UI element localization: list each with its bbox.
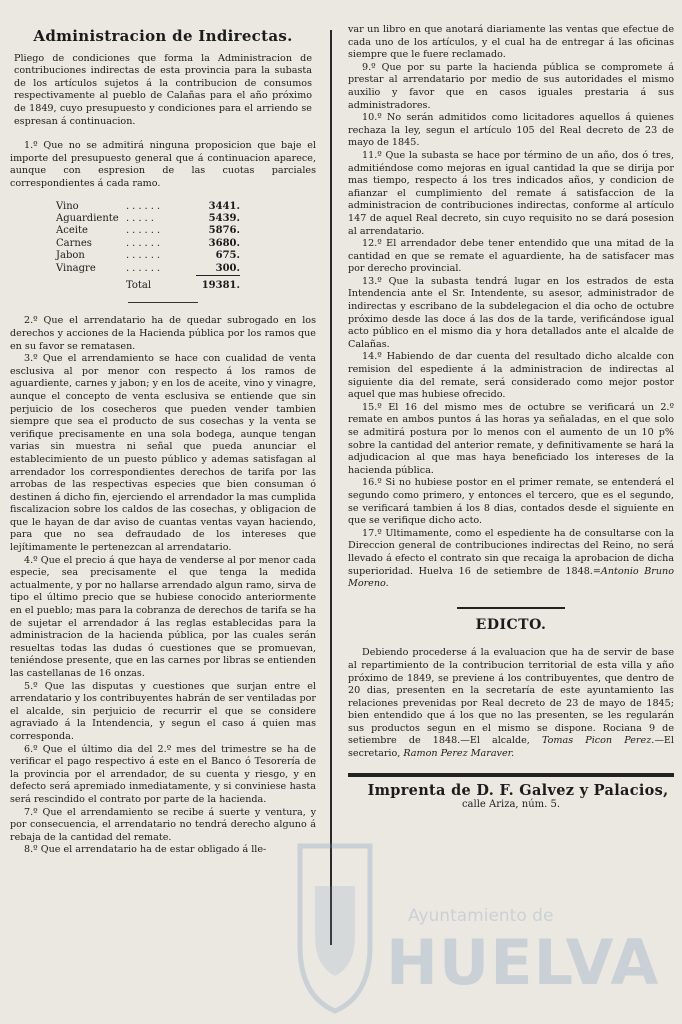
clause-8: 8.º Que el arrendatario ha de estar obligado á lle- xyxy=(24,844,267,856)
clause-13: 13.º Que la subasta tendrá lugar en los estrados de esta Intendencia ante el Sr. Intendente, su asesor, administrador de indirectas y escribano de la subdelegacion el dia ocho de octubre próximo desde las doce á las dos de la tarde, verificándose igual acto público en el mismo dia y hora detallados ante el alcalde de Calañas. xyxy=(348,275,674,350)
budget-row: Jabon ...... 675. xyxy=(56,250,240,262)
budget-total-row xyxy=(56,275,240,292)
signature-secretario: Ramon Perez Maraver. xyxy=(403,748,515,760)
total-label: Total xyxy=(126,279,152,291)
clause-9: 9.º Que por su parte la hacienda pública se compromete á prestar al arrendatario por medio de sus autoridades el mismo auxilio y favor que en casos iguales prestaria á sus administradores. xyxy=(348,61,674,111)
clause-15: 15.º El 16 del mismo mes de octubre se verificará un 2.º remate en ambos puntos á las horas ya señaladas, en el que solo se admitirá postura por lo menos con el aumento de un 10 p% sobre la cantidad del anterior remate, y definitivamente se hará la adjudicacion al que mas haya beneficiado los intereses de la hacienda pública. xyxy=(348,401,674,476)
budget-row: Vinagre ...... 300. xyxy=(56,262,240,274)
budget-row: Aceite ...... 5876. xyxy=(56,225,240,237)
signature-alcalde: Tomas Picon Perez. xyxy=(541,735,655,747)
imprint-rule xyxy=(348,773,674,777)
budget-table xyxy=(56,201,240,293)
section-title: Administracion de Indirectas. xyxy=(33,27,293,45)
column-divider xyxy=(330,30,332,945)
imprint-address: calle Ariza, núm. 5. xyxy=(461,799,561,811)
budget-row: Carnes ...... 3680. xyxy=(56,237,240,249)
imprint-title: Imprenta de D. F. Galvez y Palacios, xyxy=(367,781,669,799)
edicto-rule xyxy=(457,607,565,609)
clause-4: 4.º Que el precio á que haya de venderse al por menor cada especie, sea precisamente el que tenga la medida actualmente, y por no hallarse arrendado algun ramo, sirva de tipo el último precio que se hubiese conocido anteriormente en el pueblo; mas para la cobranza de derechos de tarifa se ha de sujetar el arrendador á las reglas establecidas para la administracion de la hacienda pública, por las cuales serán resueltas todas las dudas ó cuestiones que se promuevan, teniéndose presente, que en las carnes por libras se entienden las castellanas de 16 onzas. xyxy=(10,554,316,679)
clause-8-continued: var un libro en que anotará diariamente las ventas que efectue de cada uno de los artículos, y el cual ha de entregar á las oficinas siempre que le fuere reclamado. xyxy=(348,24,674,61)
edicto-title: EDICTO. xyxy=(475,616,547,633)
edicto-body: Debiendo procederse á la evaluacion que ha de servir de base al repartimiento de la contribucion territorial de esta villa y año próximo de 1849, se previene á los contribuyentes, que dentro de 20 dias, presenten en la secretaría de este ayuntamiento las relaciones prevenidas por Real decreto de 23 de mayo de 1845; bien entendido que á los que no las presenten, se les regularán sus productos segun en el mismo se dispone. Rociana 9 de setiembre de 1848.—El alcalde, Tomas Picon Perez.—El secretario, Ramon Perez Maraver. xyxy=(348,647,674,760)
clause-1: 1.º Que no se admitirá ninguna proposicion que baje el importe del presupuesto general que á continuacion aparece, aunque con espresion de las cuotas parciales correspondientes á cada ramo. xyxy=(10,140,316,189)
budget-row: Vino ...... 3441. xyxy=(56,200,240,212)
watermark-city: HUELVA xyxy=(386,926,660,999)
clause-5: 5.º Que las disputas y cuestiones que surjan entre el arrendatario y los contribuyentes habrán de ser ventiladas por el alcalde, sin perjuicio de recurrir el que se considere agraviado á la Intendencia, y segun el caso á quien mas corresponda. xyxy=(10,680,316,742)
clause-2: 2.º Que el arrendatario ha de quedar subrogado en los derechos y acciones de la Hacienda pública por los ramos que en su favor se rematasen. xyxy=(10,315,316,352)
clause-17: 17.º Ultimamente, como el espediente ha de consultarse con la Direccion general de contribuciones indirectas del Reino, no será llevado á efecto el contrato sin que recaiga la aprobacion de dicha superioridad. Huelva 16 de setiembre de 1848.=Antonio Bruno Moreno. xyxy=(348,527,674,590)
clause-14: 14.º Habiendo de dar cuenta del resultado dicho alcalde con remision del espediente á la administracion de indirectas al siguiente dia del remate, será considerado como mejor postor aquel que mas hubiese ofrecido. xyxy=(348,351,674,401)
right-column xyxy=(348,24,674,812)
clause-6: 6.º Que el último dia del 2.º mes del trimestre se ha de verificar el pago respectivo á este en el Banco ó Tesorería de la provincia por el arrendador, de su cuenta y riesgo, y en defecto será apremiado inmediatamente, y si conviniese hasta será rescindido el contrato por parte de la hacienda. xyxy=(10,743,316,805)
watermark-subtitle: Ayuntamiento de xyxy=(408,906,554,926)
left-column xyxy=(10,22,316,857)
budget-row: Aguardiente ..... 5439. xyxy=(56,212,240,224)
intro-paragraph: Pliego de condiciones que forma la Administracion de contribuciones indirectas de esta provincia para la subasta de los artículos sujetos á la contribucion de consumos respectivamente al pueblo de Calañas para el año próximo de 1849, cuyo presupuesto y condiciones para el arriendo se espresan á continuacion. xyxy=(14,52,312,127)
signature-moreno: Antonio Bruno Moreno. xyxy=(348,565,674,590)
archive-watermark xyxy=(290,822,682,1022)
clause-3: 3.º Que el arrendamiento se hace con cualidad de venta esclusiva al por menor con respecto á los ramos de aguardiente, carnes y jabon; y en los de aceite, vino y vinagre, aunque el concepto de venta esclusiva se entiende que sin perjuicio de los cosecheros que pueden vender tambien siempre que sea el producto de sus cosechas y la venta se verifique precisamente en una sola bodega, aunque tengan varias sin muestra ni señal que pueda anunciar el establecimiento de un puesto público y ademas satisfagan al arrendador los correspondientes derechos de tarifa por las arrobas de las respectivas especies que bien consuman ó destinen á dicho fin, ejerciendo el arrendador la mas cumplida fiscalizacion sobre los caldos de las cosechas, y obligacion de que le hayan de dar aviso de cuantas ventas vayan haciendo, para que no sea defraudado de los intereses que lejítimamente le pertenezcan al arrendatario. xyxy=(10,353,316,554)
separator xyxy=(128,302,198,303)
clause-16: 16.º Si no hubiese postor en el primer remate, se entenderá el segundo como primero, y entonces el tercero, que es el segundo, se verificará tambien á los 8 dias, contados desde el siguiente en que se verifique dicho acto. xyxy=(348,477,674,527)
clause-11: 11.º Que la subasta se hace por término de un año, dos ó tres, admitiéndose como mejoras en igual cantidad la que se dirija por mas tiempo, respecto á los tres indicados años, y condicion de afianzar el cumplimiento del remate á satisfaccion de la administracion de contribuciones indirectas, conforme al artículo 147 de aquel Real decreto, sin cuyo requisito no se dará posesion al arrendatario. xyxy=(348,149,674,237)
clause-7: 7.º Que el arrendamiento se recibe á suerte y ventura, y por consecuencia, el arrendatario no tendrá derecho alguno á rebaja de la cantidad del remate. xyxy=(10,806,316,843)
clause-10: 10.º No serán admitidos como licitadores aquellos á quienes rechaza la ley, segun el artículo 105 del Real decreto de 23 de mayo de 1845. xyxy=(348,112,674,149)
total-value: 19381. xyxy=(196,275,240,292)
clause-12: 12.º El arrendador debe tener entendido que una mitad de la cantidad en que se remate el aguardiente, ha de satisfacer mas por derecho provincial. xyxy=(348,238,674,275)
